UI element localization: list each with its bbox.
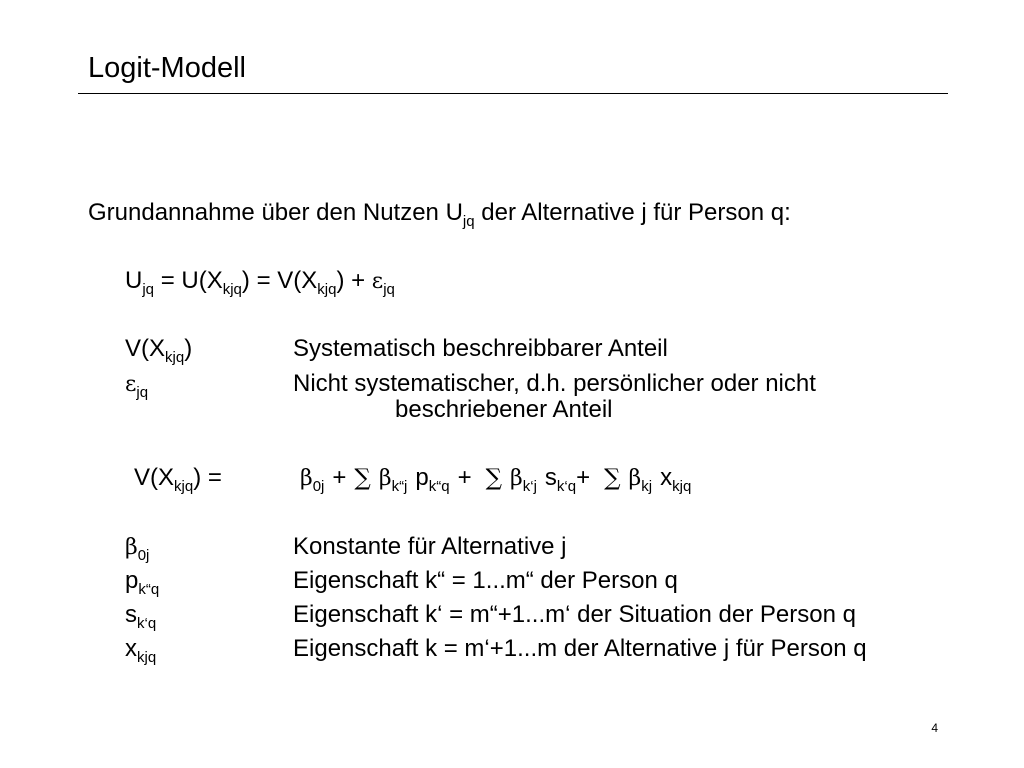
- def2-sym-sub: 0j: [137, 547, 150, 564]
- eq-u: U: [125, 267, 143, 294]
- def2-desc-s: Eigenschaft k‘ = m“+1...m‘ der Situation der Person q: [293, 601, 856, 628]
- v-equation-rhs: [300, 463, 691, 494]
- def-symbol-v: [125, 334, 192, 364]
- v-equation-lhs: [134, 463, 222, 493]
- def-sym-text: V(X: [125, 335, 166, 362]
- def2-sym: s: [125, 601, 137, 628]
- term3-var-sub: k‘q: [556, 478, 577, 495]
- eq-epsilon: ε: [371, 269, 384, 294]
- def2-sym-sub: k‘q: [137, 615, 157, 632]
- term4-var: x: [660, 464, 673, 491]
- plus-sign: +: [457, 464, 472, 491]
- def2-symbol-beta: [125, 532, 149, 563]
- term3-var: s: [544, 464, 557, 491]
- def-sym-eps-sub: jq: [136, 384, 149, 401]
- def-sym-post: ): [184, 335, 193, 362]
- def-sym-sub: kjq: [165, 349, 185, 366]
- eq-vx-sub: kjq: [317, 281, 337, 298]
- def2-desc-x: Eigenschaft k = m‘+1...m der Alternative j für Person q: [293, 635, 867, 662]
- intro-pre: Grundannahme über den Nutzen U: [88, 199, 463, 226]
- def2-desc-p: Eigenschaft k“ = 1...m“ der Person q: [293, 567, 678, 594]
- eq-epsilon-sub: jq: [383, 281, 395, 298]
- def-desc-epsilon-cont: beschriebener Anteil: [395, 396, 613, 423]
- beta-symbol: β: [510, 466, 523, 491]
- def2-symbol-s: [125, 600, 156, 630]
- page-number: 4: [931, 721, 938, 735]
- eq-ux: = U(X: [154, 267, 223, 294]
- beta-symbol: β: [378, 466, 392, 491]
- def2-sym-sub: kjq: [137, 649, 157, 666]
- def-desc-epsilon: Nicht systematischer, d.h. persönlicher oder nicht: [293, 370, 816, 397]
- sum-symbol: ∑: [354, 465, 371, 491]
- eq-u-sub: jq: [142, 281, 155, 298]
- plus-sign: +: [576, 464, 591, 491]
- def-sym-eps: ε: [125, 372, 137, 397]
- intro-post: der Alternative j für Person q:: [474, 199, 791, 226]
- def2-symbol-x: [125, 634, 156, 664]
- plus-sign: +: [332, 464, 347, 491]
- def2-sym: x: [125, 635, 137, 662]
- title-divider: [78, 93, 948, 94]
- term2-beta-sub: k“j: [391, 478, 408, 495]
- veq-lhs-post: ) =: [193, 464, 222, 491]
- term4-var-sub: kjq: [672, 478, 692, 495]
- intro-line: [88, 198, 791, 228]
- beta-symbol: β: [628, 466, 642, 491]
- eq-plus: ) +: [336, 267, 372, 294]
- def-desc-v: Systematisch beschreibbarer Anteil: [293, 335, 668, 362]
- term4-beta-sub: kj: [641, 478, 653, 495]
- sum-symbol: ∑: [604, 465, 621, 491]
- utility-equation: [125, 266, 395, 297]
- term1-sub: 0j: [312, 478, 325, 495]
- eq-ux-sub: kjq: [222, 281, 242, 298]
- term3-beta-sub: k‘j: [522, 478, 537, 495]
- veq-lhs-sub: kjq: [174, 478, 194, 495]
- veq-lhs: V(X: [134, 464, 175, 491]
- term2-var: p: [415, 464, 429, 491]
- def2-sym-sub: k“q: [138, 581, 160, 598]
- def2-sym: p: [125, 567, 139, 594]
- intro-sub: jq: [462, 213, 475, 230]
- slide-title: Logit-Modell: [88, 52, 246, 84]
- beta-symbol: β: [300, 466, 313, 491]
- term2-var-sub: k“q: [428, 478, 450, 495]
- eq-vx: ) = V(X: [241, 267, 318, 294]
- def2-sym: β: [125, 535, 138, 560]
- def2-symbol-p: [125, 566, 159, 596]
- sum-symbol: ∑: [485, 465, 503, 491]
- def-symbol-epsilon: [125, 369, 148, 400]
- def2-desc-beta: Konstante für Alternative j: [293, 533, 567, 560]
